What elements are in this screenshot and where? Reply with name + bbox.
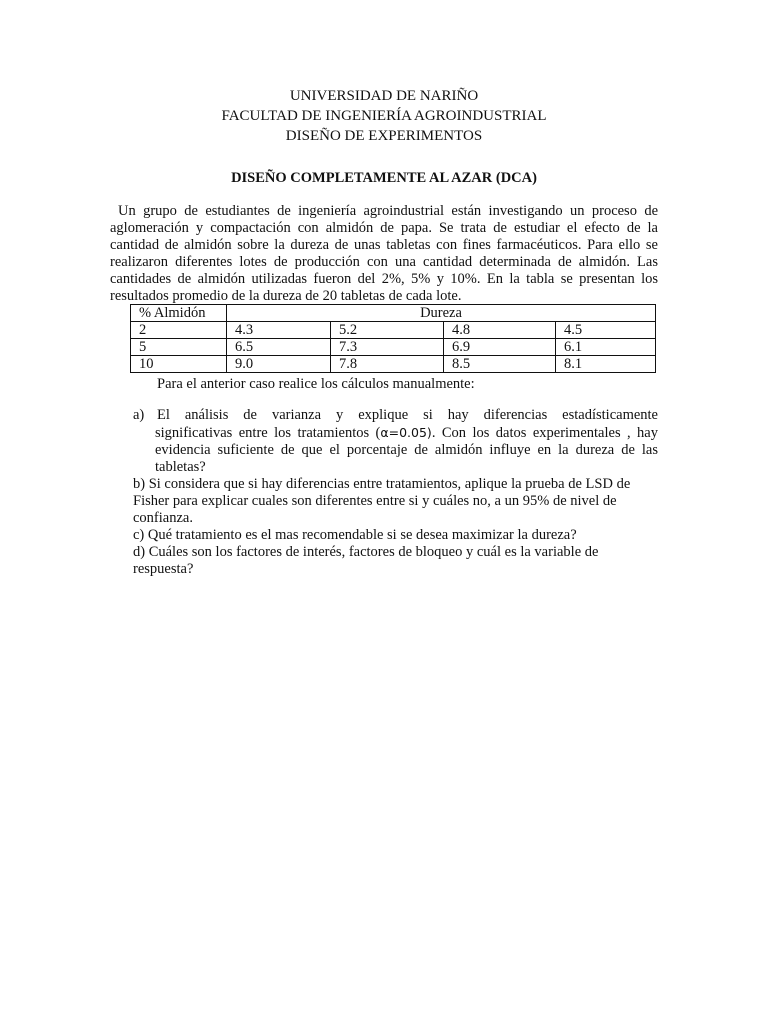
course-name: DISEÑO DE EXPERIMENTOS [285, 128, 483, 144]
question-a-continuation [133, 424, 658, 476]
problem-statement [110, 203, 658, 305]
question-a-first-line [133, 407, 658, 424]
table-cell: 7.3 [331, 339, 444, 356]
document-title: DISEÑO COMPLETAMENTE AL AZAR (DCA) [231, 170, 537, 186]
table-cell: 5.2 [331, 322, 444, 339]
question-a [133, 407, 658, 476]
table-row [131, 322, 656, 339]
table-cell: 4.8 [444, 322, 556, 339]
header-starch: % Almidón [131, 305, 227, 322]
university-name: UNIVERSIDAD DE NARIÑO [289, 88, 479, 104]
table-cell: 8.1 [556, 356, 656, 373]
table-header-row [131, 305, 656, 322]
hardness-table [130, 304, 656, 373]
faculty-name: FACULTAD DE INGENIERÍA AGROINDUSTRIAL [221, 108, 547, 124]
table-cell: 10 [131, 356, 227, 373]
document-header [0, 86, 768, 146]
table-cell: 9.0 [227, 356, 331, 373]
table-row [131, 339, 656, 356]
question-a-pre: significativas entre los tratamientos ( [155, 425, 381, 441]
question-b: b) Si considera que si hay diferencias entre tratamientos, aplique la prueba de LSD de Fisher para explicar cuales son diferentes entre si y cuáles no, a un 95% de nivel de confianza. [133, 476, 631, 526]
table-cell: 6.9 [444, 339, 556, 356]
table-cell: 6.1 [556, 339, 656, 356]
table-cell: 4.5 [556, 322, 656, 339]
question-a-label: a) [133, 407, 145, 423]
header-hardness: Dureza [227, 305, 656, 322]
table-row [131, 356, 656, 373]
question-c: c) Qué tratamiento es el mas recomendable si se desea maximizar la dureza? [133, 527, 577, 543]
question-d: d) Cuáles son los factores de interés, factores de bloqueo y cuál es la variable de respuesta? [133, 544, 599, 577]
table-cell: 7.8 [331, 356, 444, 373]
alpha-value: α=0.05) [380, 425, 432, 440]
table-cell: 6.5 [227, 339, 331, 356]
table-cell: 8.5 [444, 356, 556, 373]
question-a-line1: El análisis de varianza y explique si hay diferencias estadísticamente [157, 407, 658, 423]
table-cell: 4.3 [227, 322, 331, 339]
question-a-post: . Con los datos experimentales , hay evidencia suficiente de que el porcentaje de almidón influye en la dureza de las tabletas? [155, 425, 658, 475]
questions-list [133, 407, 658, 578]
instruction-text: Para el anterior caso realice los cálculos manualmente: [157, 376, 475, 392]
intro-paragraph: Un grupo de estudiantes de ingeniería agroindustrial están investigando un proceso de aglomeración y compactación con almidón de papa. Se trata de estudiar el efecto de la cantidad de almidón sobre la dureza de unas tabletas con fines farmacéuticos. Para ello se realizaron diferentes lotes de producción con una cantidad determinada de almidón. Las cantidades de almidón utilizadas fueron del 2%, 5% y 10%. En la tabla se presentan los resultados promedio de la dureza de 20 tabletas de cada lote. [110, 203, 658, 304]
table-cell: 2 [131, 322, 227, 339]
table-cell: 5 [131, 339, 227, 356]
